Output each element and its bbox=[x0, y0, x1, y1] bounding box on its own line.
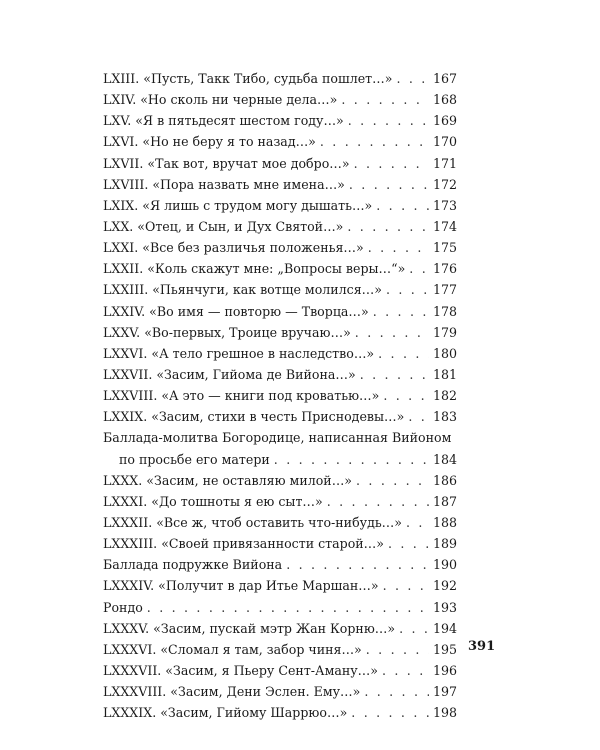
toc-entry-title: Баллада подружке Вийона bbox=[103, 557, 283, 573]
toc-entry-page: 182 bbox=[432, 388, 457, 404]
toc-entry-title: LXIX. «Я лишь с трудом могу дышать…» bbox=[103, 197, 373, 213]
toc-dot-leader bbox=[366, 639, 429, 660]
toc-entry bbox=[103, 237, 457, 258]
toc-entry bbox=[103, 512, 457, 533]
toc-entry-page: 179 bbox=[432, 324, 457, 340]
toc-entry-title: LXVIII. «Пора назвать мне имена…» bbox=[103, 176, 345, 192]
toc-entry-title: LXXV. «Во-первых, Троице вручаю…» bbox=[103, 324, 351, 340]
toc-dot-leader bbox=[388, 533, 429, 554]
toc-entry bbox=[103, 681, 457, 702]
toc-entry-page: 169 bbox=[432, 113, 457, 129]
toc-entry bbox=[103, 195, 457, 216]
toc-entry bbox=[103, 597, 457, 618]
toc-dot-leader bbox=[347, 216, 429, 237]
toc-entry bbox=[103, 131, 457, 152]
toc-entry-page: 183 bbox=[432, 409, 457, 425]
toc-entry-title: LXXXVII. «Засим, я Пьеру Сент-Аману…» bbox=[103, 662, 378, 678]
toc-entry-page: 178 bbox=[432, 303, 457, 319]
toc-entry-title-line2-row bbox=[103, 449, 457, 470]
toc-entry-title: LXXXVI. «Сломал я там, забор чиня…» bbox=[103, 641, 362, 657]
toc-dot-leader bbox=[396, 68, 429, 89]
toc-entry-title: LXXIII. «Пьянчуги, как вотще молился…» bbox=[103, 282, 382, 298]
toc-entry-title: LXIII. «Пусть, Такк Тибо, судьба пошлет…» bbox=[103, 71, 393, 86]
toc-dot-leader bbox=[356, 470, 429, 491]
toc-entry-title: LXXXIX. «Засим, Гийому Шаррюо…» bbox=[103, 705, 348, 721]
toc-entry-title: LXXX. «Засим, не оставляю милой…» bbox=[103, 472, 353, 488]
toc-dot-leader bbox=[274, 449, 429, 470]
toc-entry-page: 171 bbox=[432, 155, 457, 171]
toc-entry-page: 195 bbox=[432, 641, 457, 657]
toc-entry-page: 172 bbox=[432, 176, 457, 192]
toc-entry-title: LXXXII. «Все ж, чтоб оставить что-нибудь…» bbox=[103, 514, 402, 530]
toc-entry-page: 167 bbox=[432, 71, 457, 86]
toc-dot-leader bbox=[376, 195, 429, 216]
toc-entry-ballad-prayer bbox=[103, 427, 457, 469]
toc-dot-leader bbox=[373, 301, 429, 322]
toc-entry-page: 174 bbox=[432, 218, 457, 234]
toc-dot-leader bbox=[406, 512, 429, 533]
toc-entry bbox=[103, 174, 457, 195]
toc-entry-title-line1: Баллада-молитва Богородице, написанная Вийоном bbox=[103, 430, 452, 446]
toc-entry-page: 187 bbox=[432, 493, 457, 509]
toc-entry bbox=[103, 533, 457, 554]
toc-entry-title: LXXII. «Коль скажут мне: „Вопросы веры…“» bbox=[103, 261, 406, 277]
table-of-contents bbox=[103, 68, 457, 723]
toc-entry bbox=[103, 491, 457, 512]
toc-entry-title: LXVII. «Так вот, вручат мое добро…» bbox=[103, 155, 350, 171]
toc-entry-page: 173 bbox=[432, 197, 457, 213]
toc-entry-title: LXXXVIII. «Засим, Дени Эслен. Ему…» bbox=[103, 684, 361, 700]
toc-entry-page: 184 bbox=[432, 451, 457, 467]
toc-dot-leader bbox=[383, 575, 429, 596]
toc-dot-leader bbox=[355, 322, 429, 343]
toc-dot-leader bbox=[348, 110, 429, 131]
toc-entry bbox=[103, 364, 457, 385]
toc-dot-leader bbox=[320, 131, 429, 152]
toc-entry-title: LXXIV. «Во имя — повторю — Творца…» bbox=[103, 303, 369, 319]
toc-entry bbox=[103, 68, 457, 89]
toc-entry-page: 180 bbox=[432, 345, 457, 361]
toc-entry bbox=[103, 322, 457, 343]
toc-entry bbox=[103, 660, 457, 681]
toc-dot-leader bbox=[378, 343, 429, 364]
toc-entry bbox=[103, 702, 457, 723]
toc-dot-leader bbox=[327, 491, 429, 512]
toc-entry-title-line2: по просьбе его матери bbox=[119, 451, 270, 467]
toc-dot-leader bbox=[147, 597, 429, 618]
toc-entry-page: 188 bbox=[432, 514, 457, 530]
toc-dot-leader bbox=[399, 618, 429, 639]
toc-entry-page: 192 bbox=[432, 578, 457, 594]
toc-entry bbox=[103, 301, 457, 322]
toc-entry-page: 186 bbox=[432, 472, 457, 488]
toc-entry-title: LXXXIII. «Своей привязанности старой…» bbox=[103, 536, 384, 552]
toc-entry-page: 197 bbox=[432, 684, 457, 700]
toc-entry-title: LXXXV. «Засим, пускай мэтр Жан Корню…» bbox=[103, 620, 396, 636]
toc-entry-title: LXXXI. «До тошноты я ею сыт…» bbox=[103, 493, 323, 509]
toc-dot-leader bbox=[349, 174, 429, 195]
toc-entry bbox=[103, 554, 457, 575]
toc-entry bbox=[103, 89, 457, 110]
toc-entry-page: 170 bbox=[432, 134, 457, 150]
toc-entry-page: 194 bbox=[432, 620, 457, 636]
toc-entry-title: Рондо bbox=[103, 599, 143, 615]
toc-entry bbox=[103, 110, 457, 131]
toc-entry-page: 189 bbox=[432, 536, 457, 552]
toc-dot-leader bbox=[354, 153, 429, 174]
toc-entry bbox=[103, 470, 457, 491]
toc-dot-leader bbox=[409, 258, 429, 279]
toc-entry bbox=[103, 385, 457, 406]
toc-entry-title: LXXI. «Все без различья положенья…» bbox=[103, 240, 364, 256]
toc-entry-page: 168 bbox=[432, 92, 457, 108]
toc-entry bbox=[103, 279, 457, 300]
toc-entry bbox=[103, 153, 457, 174]
toc-entry bbox=[103, 258, 457, 279]
toc-entry-page: 176 bbox=[432, 261, 457, 277]
page-number: 391 bbox=[468, 639, 496, 654]
toc-dot-leader bbox=[383, 385, 429, 406]
toc-entry-title: LXXIX. «Засим, стихи в честь Приснодевы…» bbox=[103, 409, 405, 425]
toc-dot-leader bbox=[386, 279, 429, 300]
toc-entry-title: LXVI. «Но не беру я то назад…» bbox=[103, 134, 316, 150]
toc-entry-title: LXV. «Я в пятьдесят шестом году…» bbox=[103, 113, 344, 129]
toc-entry-title: LXXVIII. «А это — книги под кроватью…» bbox=[103, 388, 380, 404]
toc-entry-title: LXXVI. «А тело грешное в наследство…» bbox=[103, 345, 375, 361]
toc-entry-page: 181 bbox=[432, 366, 457, 382]
toc-entry-title: LXXVII. «Засим, Гийома де Вийона…» bbox=[103, 366, 356, 382]
toc-dot-leader bbox=[368, 237, 429, 258]
toc-entry-page: 177 bbox=[432, 282, 457, 298]
toc-entry bbox=[103, 639, 457, 660]
toc-entry-page: 196 bbox=[432, 662, 457, 678]
toc-dot-leader bbox=[351, 702, 429, 723]
toc-dot-leader bbox=[360, 364, 429, 385]
toc-entry bbox=[103, 618, 457, 639]
toc-dot-leader bbox=[382, 660, 429, 681]
toc-dot-leader bbox=[364, 681, 429, 702]
toc-entry-title: LXXXIV. «Получит в дар Итье Маршан…» bbox=[103, 578, 379, 594]
toc-entry-title: LXX. «Отец, и Сын, и Дух Святой…» bbox=[103, 218, 344, 234]
toc-entry-page: 198 bbox=[432, 705, 457, 721]
toc-dot-leader bbox=[341, 89, 429, 110]
toc-entry bbox=[103, 406, 457, 427]
toc-entry-title: LXIV. «Но сколь ни черные дела…» bbox=[103, 92, 338, 108]
toc-entry bbox=[103, 216, 457, 237]
toc-entry-page: 190 bbox=[432, 557, 457, 573]
toc-entry-page: 175 bbox=[432, 240, 457, 256]
toc-dot-leader bbox=[286, 554, 429, 575]
toc-entry bbox=[103, 575, 457, 596]
toc-dot-leader bbox=[408, 406, 429, 427]
toc-entry bbox=[103, 343, 457, 364]
toc-entry-page: 193 bbox=[432, 599, 457, 615]
